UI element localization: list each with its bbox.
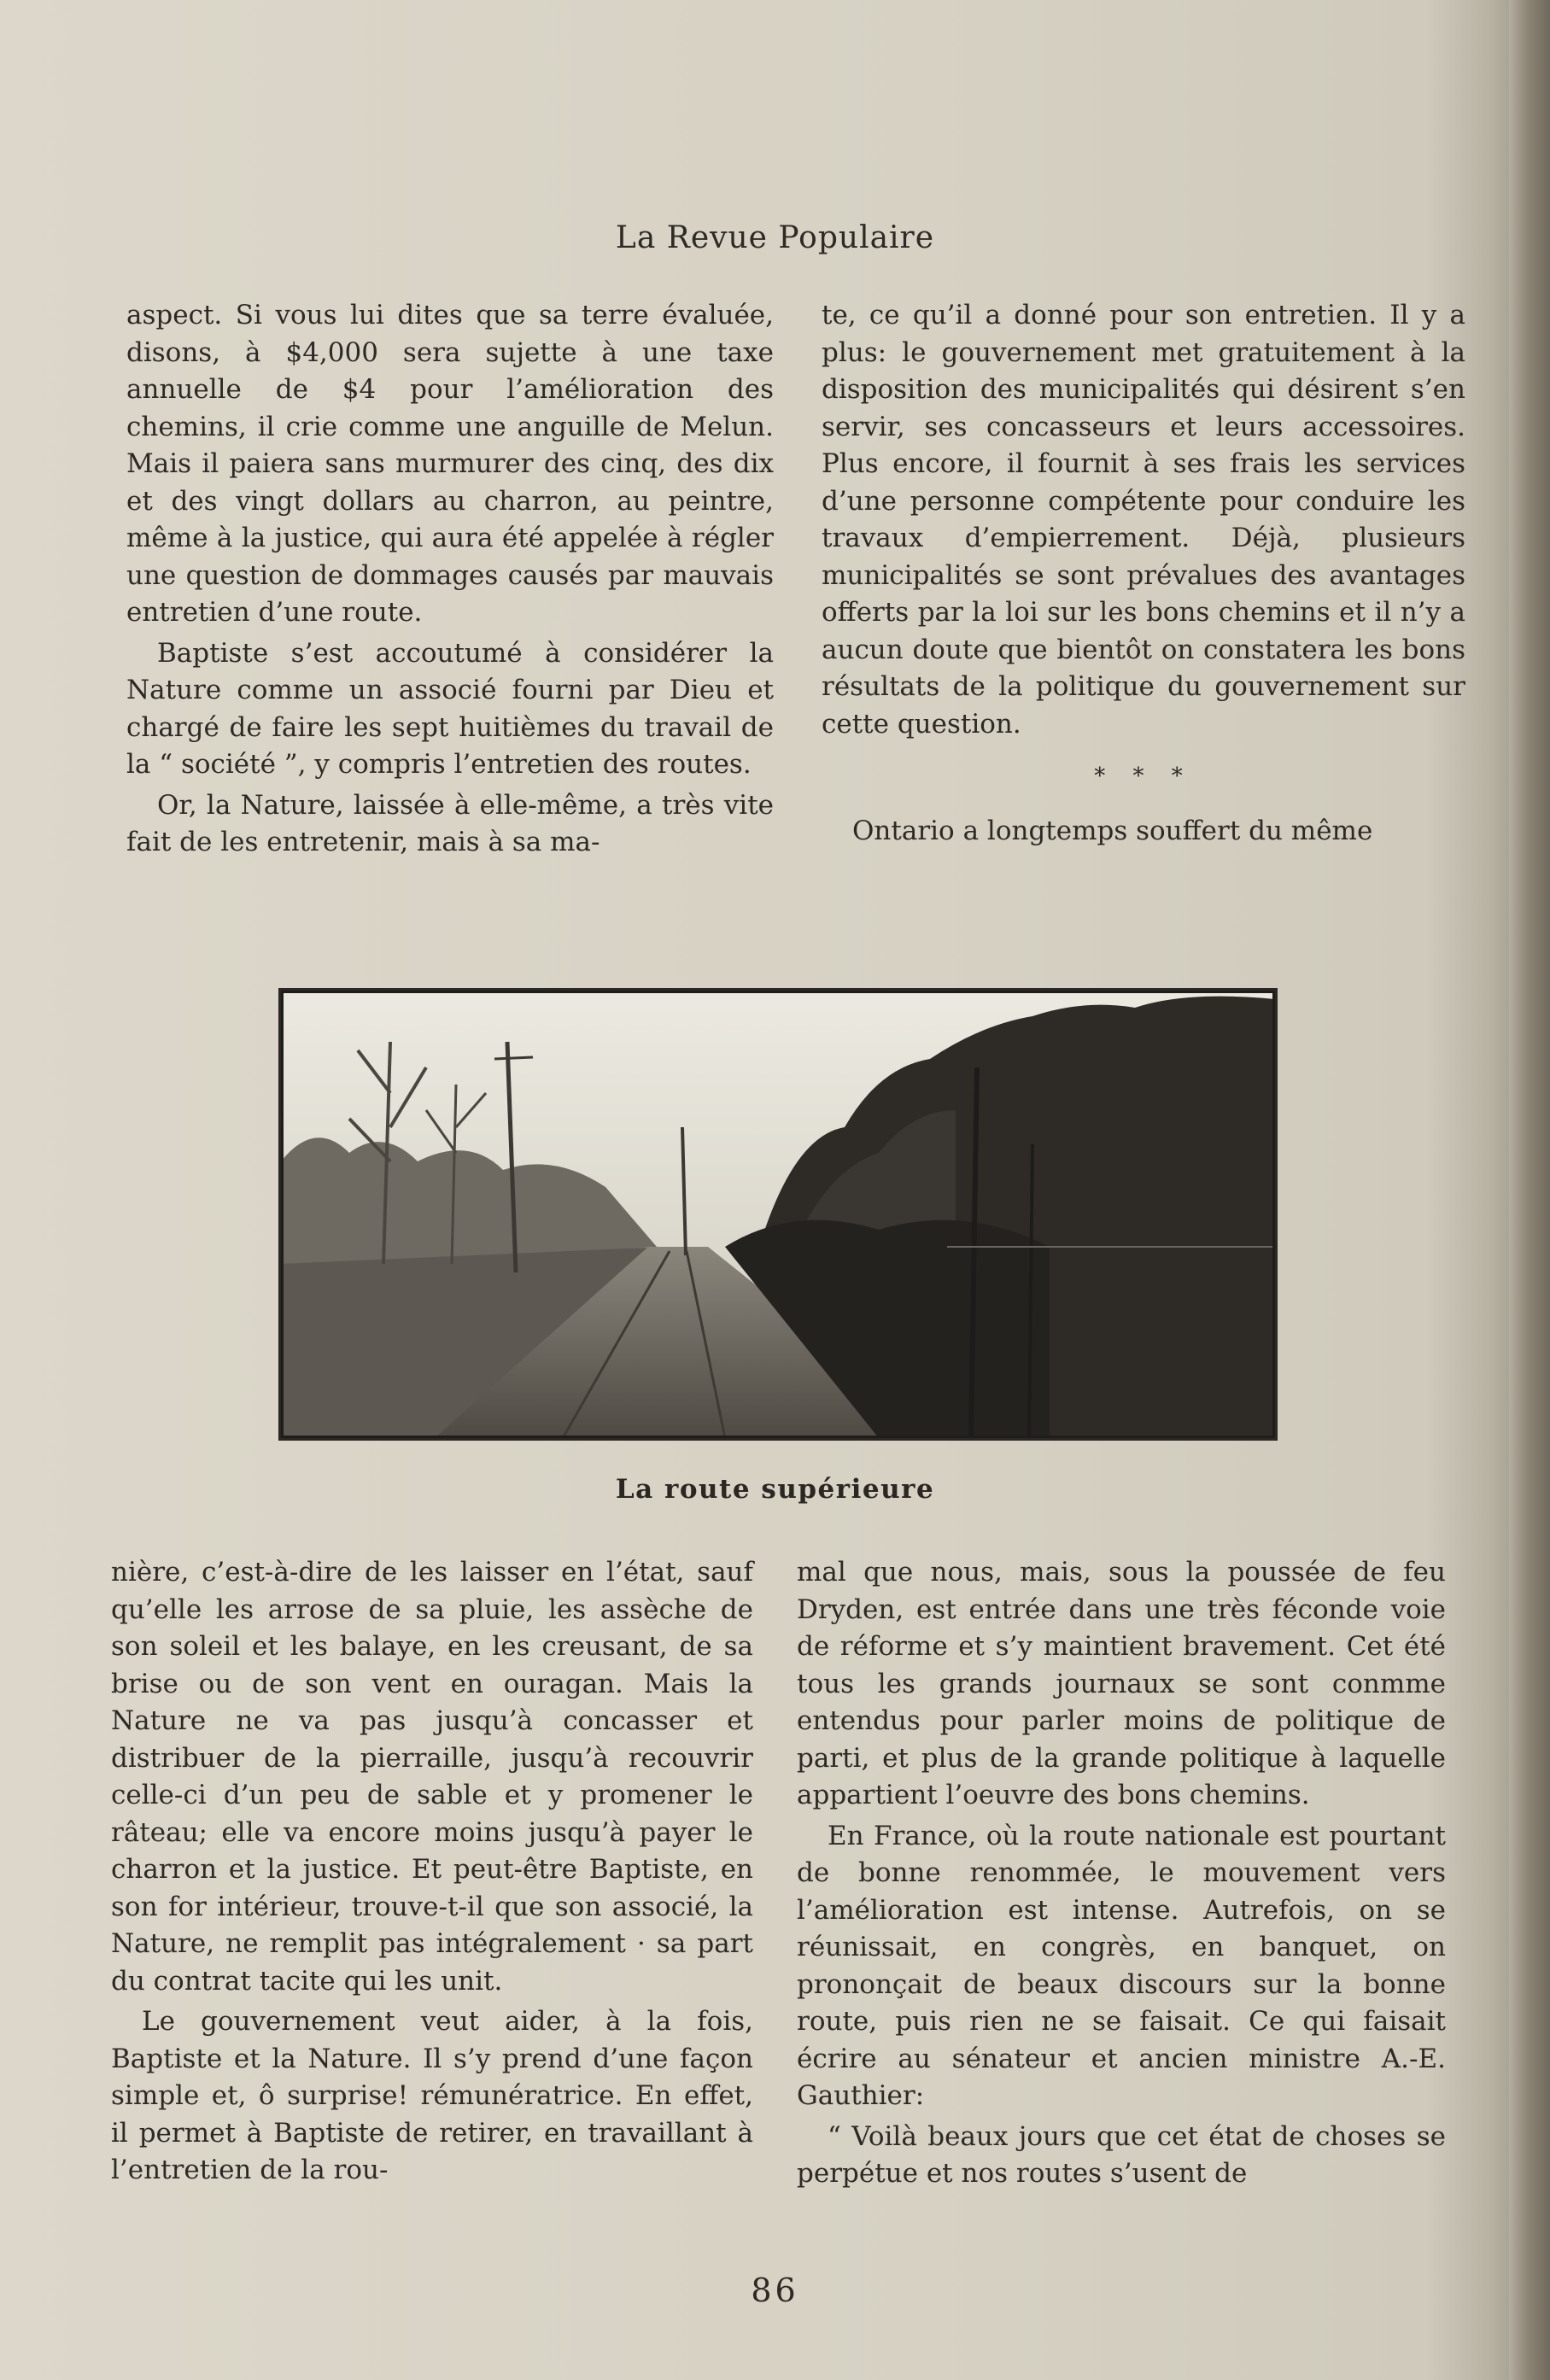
column-top-right: [822, 297, 1465, 853]
paragraph: “ Voilà beaux jours que cet état de choses se perpétue et nos routes s’usent de: [797, 2120, 1446, 2189]
section-separator: * * *: [1094, 763, 1193, 789]
road-photo-illustration: [281, 991, 1275, 1438]
paragraph: En France, où la route nationale est pourtant de bonne renommée, le mouvement vers l’amélioration est intense. Autrefois, on se réunissait, en congrès, en banquet, on prononçait de beaux discours sur la bonne route, puis rien ne se faisait. Ce qui faisait écrire au sénateur et ancien ministre A.-E. Gauthier:: [797, 1820, 1446, 2111]
paragraph: nière, c’est-à-dire de les laisser en l’état, sauf qu’elle les arrose de sa pluie, les assèche de son soleil et les balaye, en les creusant, de sa brise ou de son vent en ouragan. Mais la Nature ne va pas jusqu’à concasser et distribuer de la pierraille, jusqu’à recouvrir celle-ci d’un peu de sable et y promener le râteau; elle va encore moins jusqu’à payer le charron et la justice. Et peut-être Baptiste, en son for intérieur, trouve-t-il que son associé, la Nature, ne remplit pas intégralement · sa part du contrat tacite qui les unit.: [111, 1557, 753, 1997]
running-header: La Revue Populaire: [615, 220, 935, 255]
column-top-left: [126, 297, 774, 865]
column-bottom-left: [111, 1554, 753, 2193]
page-spine-shadow: [1509, 0, 1550, 2380]
paragraph: Le gouvernement veut aider, à la fois, Baptiste et la Nature. Il s’y prend d’une façon simple et, ô surprise! rémunératrice. En effet, il permet à Baptiste de retirer, en travaillant à l’entretien de la rou-: [111, 2006, 753, 2185]
road-photograph: [278, 988, 1278, 1441]
column-bottom-right: [797, 1554, 1446, 2196]
paragraph: Baptiste s’est accoutumé à considérer la Nature comme un associé fourni par Dieu et chargé de faire les sept huitièmes du travail de la “ société ”, y compris l’entretien des routes.: [126, 637, 774, 780]
paragraph: Or, la Nature, laissée à elle-même, a très vite fait de les entretenir, mais à sa ma-: [126, 789, 774, 857]
paragraph: mal que nous, mais, sous la poussée de feu Dryden, est entrée dans une très féconde voie de réforme et s’y maintient bravement. Cet été tous les grands journaux se sont conmme entendus pour parler moins de politique de parti, et plus de la grande politique à laquelle appartient l’oeuvre des bons chemins.: [797, 1557, 1446, 1810]
page-number: 86: [751, 2272, 799, 2309]
paragraph: te, ce qu’il a donné pour son entretien. Il y a plus: le gouvernement met gratuitement à la disposition des municipalités qui désirent s’en servir, ses concasseurs et leurs accessoires. Plus encore, il fournit à ses frais les services d’une personne compétente pour conduire les travaux d’empierrement. Déjà, plusieurs municipalités se sont prévalues des avantages offerts par la loi sur les bons chemins et il n’y a aucun doute que bientôt on constatera les bons résultats de la politique du gouvernement sur cette question.: [822, 300, 1465, 740]
photo-caption: La route supérieure: [615, 1474, 935, 1505]
paragraph: Ontario a longtemps souffert du même: [852, 815, 1373, 846]
paragraph: aspect. Si vous lui dites que sa terre évaluée, disons, à $4,000 sera sujette à une taxe annuelle de $4 pour l’amélioration des chemins, il crie comme une anguille de Melun. Mais il paiera sans murmurer des cinq, des dix et des vingt dollars au charron, au peintre, même à la justice, qui aura été appelée à régler une question de dommages causés par mauvais entretien d’une route.: [126, 300, 774, 628]
